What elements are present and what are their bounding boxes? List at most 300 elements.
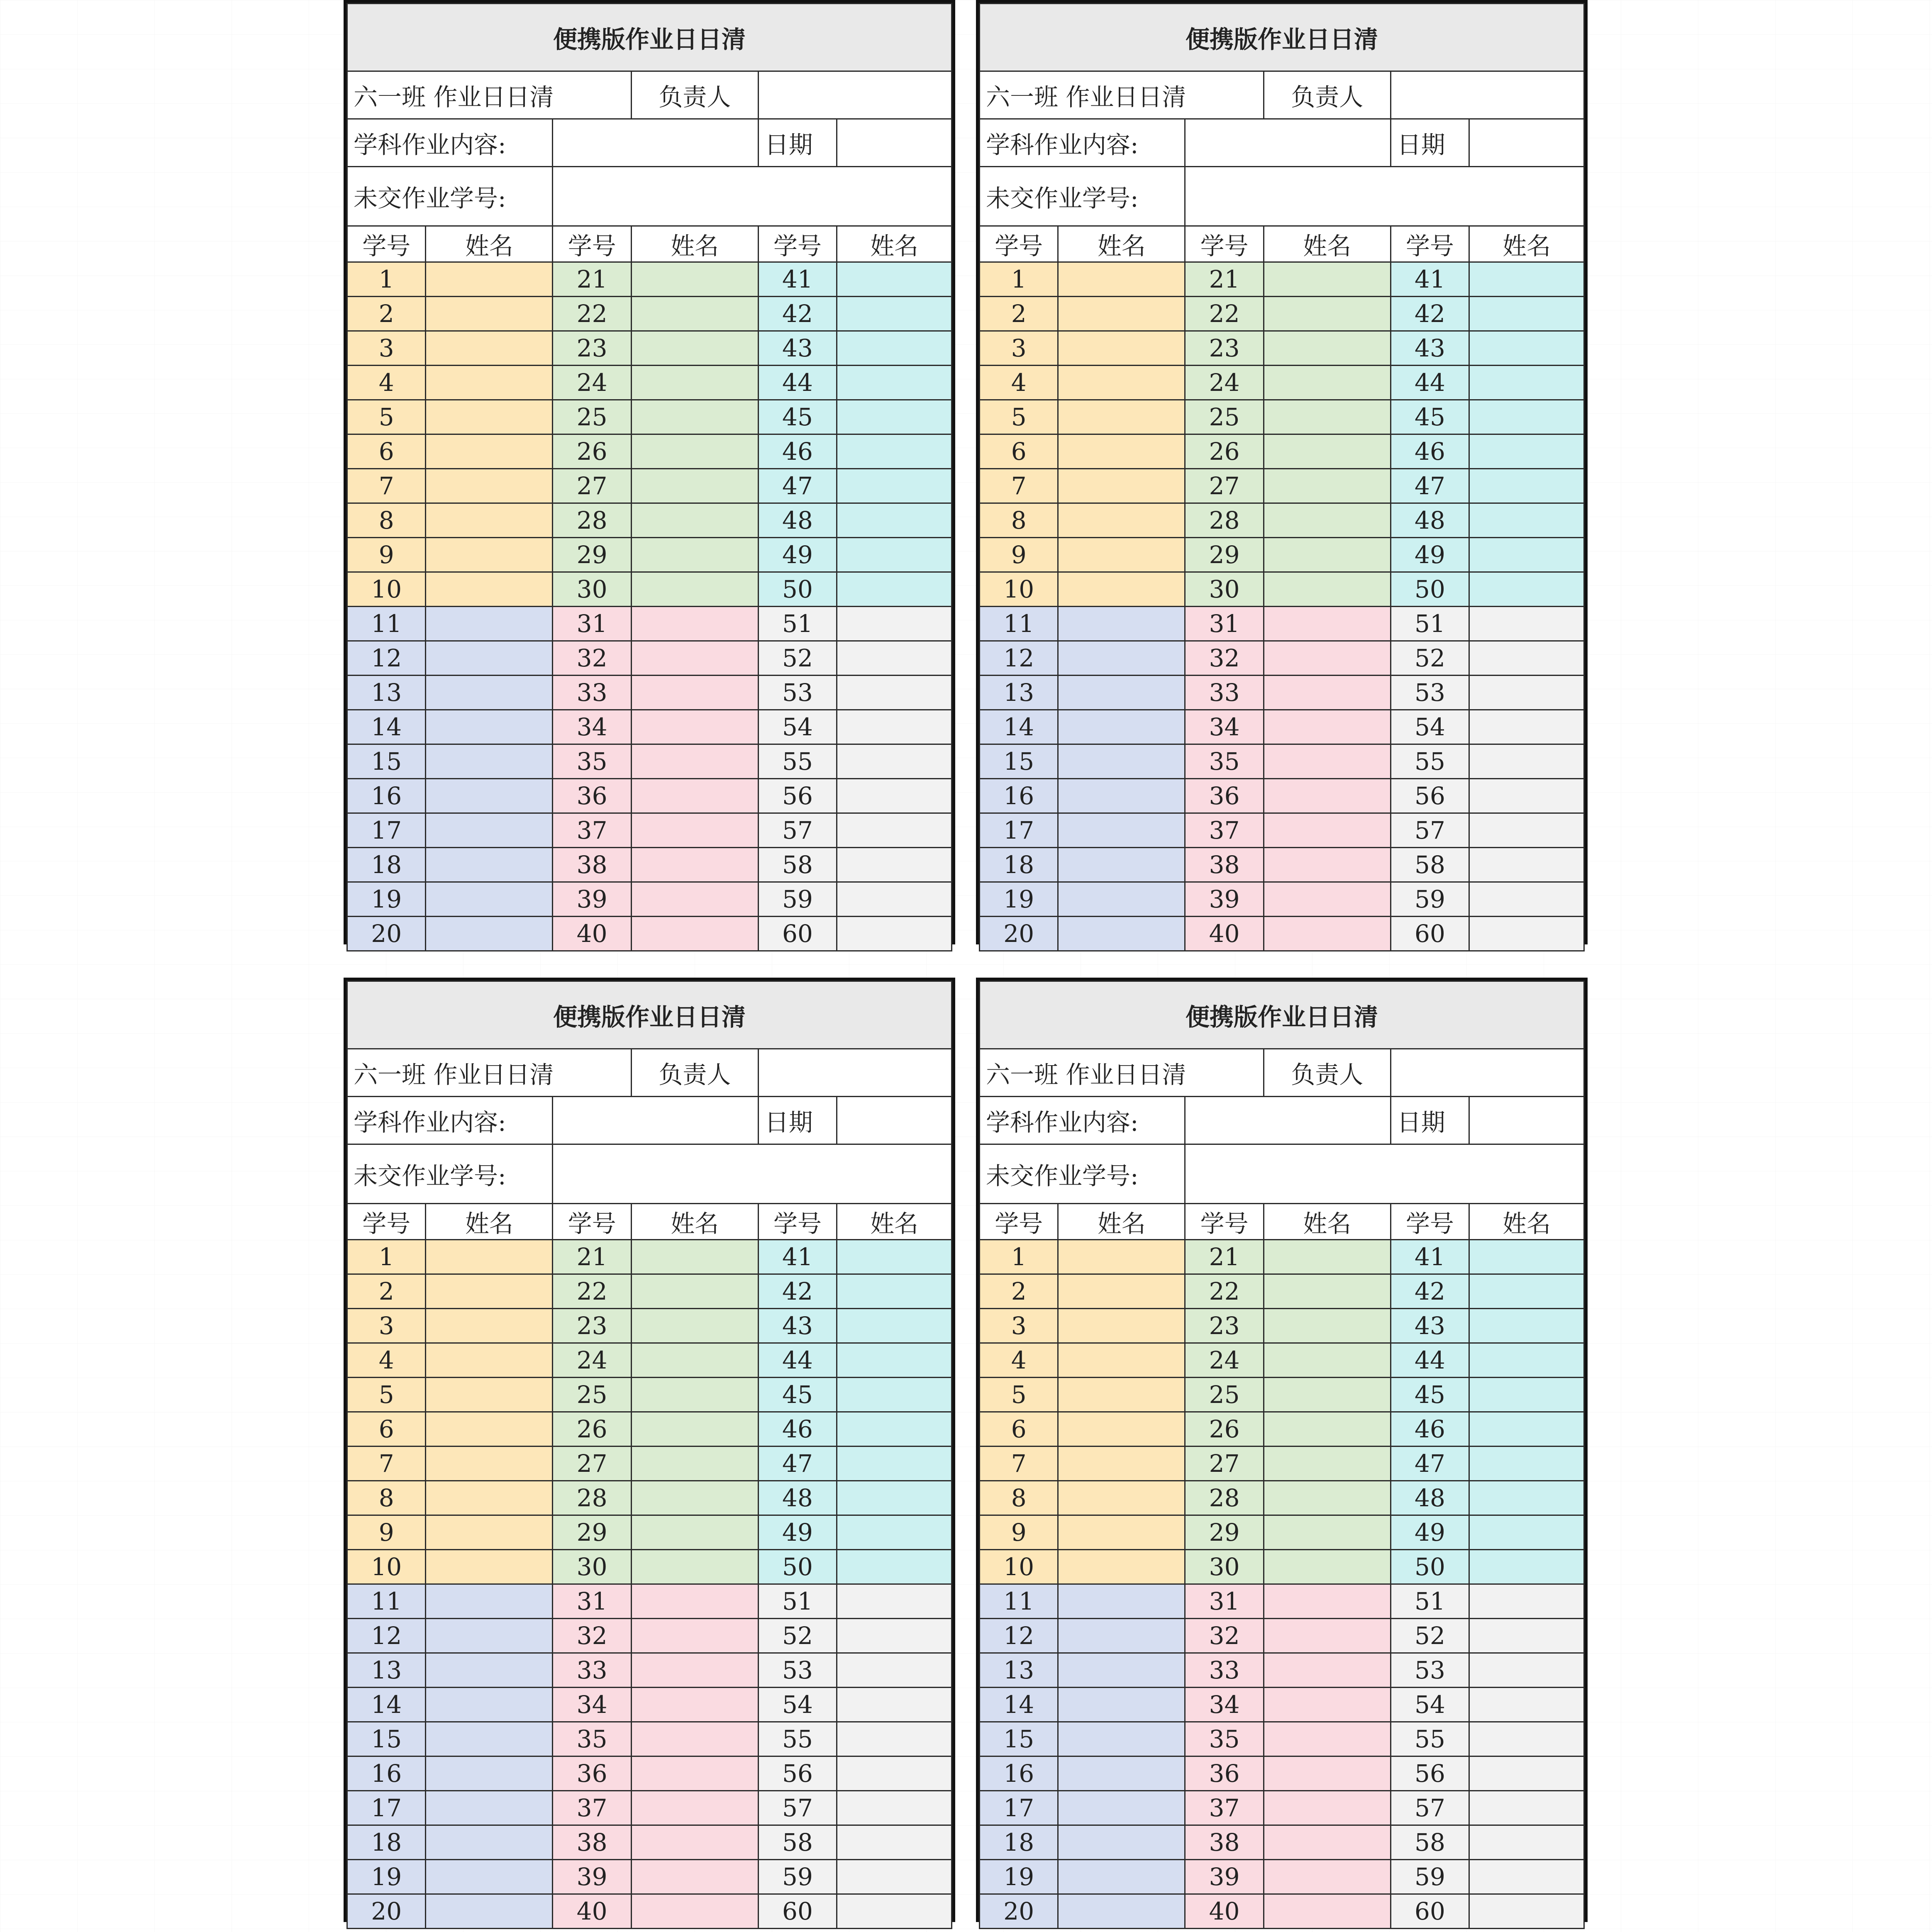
student-name-cell[interactable] [426, 331, 553, 366]
student-name-cell[interactable] [1469, 1550, 1584, 1584]
student-name-cell[interactable] [1058, 331, 1185, 366]
student-name-cell[interactable] [837, 1619, 952, 1653]
student-id-cell: 14 [347, 710, 426, 744]
student-name-cell[interactable] [1264, 366, 1390, 400]
student-name-cell[interactable] [837, 1447, 952, 1481]
student-name-cell[interactable] [631, 1653, 758, 1688]
student-name-cell[interactable] [1058, 676, 1185, 710]
student-id-cell: 11 [980, 607, 1058, 641]
student-name-cell[interactable] [1058, 400, 1185, 434]
student-name-cell[interactable] [837, 538, 952, 572]
student-name-cell[interactable] [1264, 848, 1390, 882]
missing-field[interactable] [1185, 1144, 1584, 1204]
table-row [347, 744, 952, 779]
student-name-cell[interactable] [426, 297, 553, 331]
student-name-cell[interactable] [1058, 572, 1185, 607]
student-name-cell[interactable] [426, 779, 553, 813]
student-name-cell[interactable] [1469, 676, 1584, 710]
student-name-cell[interactable] [1469, 1447, 1584, 1481]
student-name-cell[interactable] [1058, 1584, 1185, 1619]
student-name-cell[interactable] [837, 572, 952, 607]
student-name-cell[interactable] [837, 1274, 952, 1309]
student-name-cell[interactable] [1469, 1825, 1584, 1860]
student-id-cell: 41 [1390, 262, 1469, 297]
student-name-cell[interactable] [1058, 1619, 1185, 1653]
date-field[interactable] [1469, 119, 1584, 167]
student-name-cell[interactable] [631, 744, 758, 779]
owner-field[interactable] [1390, 71, 1584, 119]
student-name-cell[interactable] [1264, 1447, 1390, 1481]
student-name-cell[interactable] [1469, 503, 1584, 538]
student-name-cell[interactable] [1469, 1584, 1584, 1619]
student-name-cell[interactable] [837, 1722, 952, 1756]
student-name-cell[interactable] [426, 1515, 553, 1550]
student-name-cell[interactable] [631, 813, 758, 848]
student-name-cell[interactable] [1264, 1860, 1390, 1894]
student-name-cell[interactable] [1469, 710, 1584, 744]
student-name-cell[interactable] [837, 297, 952, 331]
student-name-cell[interactable] [1058, 607, 1185, 641]
student-name-cell[interactable] [1264, 607, 1390, 641]
student-name-cell[interactable] [1058, 1447, 1185, 1481]
missing-field[interactable] [1185, 167, 1584, 226]
student-name-cell[interactable] [1264, 1515, 1390, 1550]
student-id-cell: 10 [980, 1550, 1058, 1584]
student-id-cell: 52 [758, 641, 837, 676]
date-field[interactable] [837, 1097, 952, 1144]
student-name-cell[interactable] [1058, 1825, 1185, 1860]
student-name-cell[interactable] [1469, 331, 1584, 366]
student-name-cell[interactable] [837, 1825, 952, 1860]
student-name-cell[interactable] [837, 1688, 952, 1722]
student-name-cell[interactable] [1469, 297, 1584, 331]
student-name-cell[interactable] [837, 641, 952, 676]
student-name-cell[interactable] [1469, 882, 1584, 917]
homework-table [346, 981, 952, 1929]
student-name-cell[interactable] [1469, 1515, 1584, 1550]
student-name-cell[interactable] [837, 1894, 952, 1929]
student-name-cell[interactable] [1264, 1619, 1390, 1653]
student-name-cell[interactable] [631, 400, 758, 434]
student-name-cell[interactable] [1469, 848, 1584, 882]
student-name-cell[interactable] [426, 1825, 553, 1860]
student-name-cell[interactable] [426, 1378, 553, 1412]
student-name-cell[interactable] [1469, 779, 1584, 813]
student-name-cell[interactable] [1469, 262, 1584, 297]
student-name-cell[interactable] [426, 1894, 553, 1929]
student-name-cell[interactable] [631, 1860, 758, 1894]
student-name-cell[interactable] [1469, 1619, 1584, 1653]
student-name-cell[interactable] [1264, 400, 1390, 434]
student-name-cell[interactable] [837, 744, 952, 779]
student-name-cell[interactable] [426, 366, 553, 400]
student-name-cell[interactable] [631, 1791, 758, 1825]
student-name-cell[interactable] [1264, 1894, 1390, 1929]
student-name-cell[interactable] [631, 572, 758, 607]
student-name-cell[interactable] [426, 434, 553, 469]
student-name-cell[interactable] [837, 1378, 952, 1412]
student-name-cell[interactable] [1058, 813, 1185, 848]
student-name-cell[interactable] [837, 400, 952, 434]
student-name-cell[interactable] [837, 469, 952, 503]
student-name-cell[interactable] [837, 607, 952, 641]
table-row [980, 1860, 1584, 1894]
student-name-cell[interactable] [837, 882, 952, 917]
student-name-cell[interactable] [1264, 779, 1390, 813]
student-name-cell[interactable] [1058, 503, 1185, 538]
student-name-cell[interactable] [426, 1619, 553, 1653]
student-name-cell[interactable] [1264, 331, 1390, 366]
table-row [980, 744, 1584, 779]
date-field[interactable] [1469, 1097, 1584, 1144]
student-name-cell[interactable] [631, 848, 758, 882]
student-name-cell[interactable] [837, 917, 952, 951]
student-name-cell[interactable] [631, 1309, 758, 1343]
student-name-cell[interactable] [1264, 1343, 1390, 1378]
class-label: 六一班 作业日日清 [980, 71, 1264, 119]
student-name-cell[interactable] [1264, 262, 1390, 297]
student-id-cell: 36 [1185, 1756, 1264, 1791]
student-name-cell[interactable] [1058, 1378, 1185, 1412]
student-name-cell[interactable] [1469, 434, 1584, 469]
homework-card-1 [344, 0, 955, 948]
student-name-cell[interactable] [1058, 744, 1185, 779]
student-name-cell[interactable] [837, 1309, 952, 1343]
student-name-cell[interactable] [426, 1309, 553, 1343]
student-name-cell[interactable] [631, 331, 758, 366]
student-id-cell: 5 [980, 400, 1058, 434]
student-name-cell[interactable] [426, 572, 553, 607]
student-name-cell[interactable] [631, 917, 758, 951]
student-name-cell[interactable] [426, 538, 553, 572]
student-name-cell[interactable] [426, 1860, 553, 1894]
student-name-cell[interactable] [426, 1550, 553, 1584]
student-name-cell[interactable] [837, 1756, 952, 1791]
student-id-cell: 16 [980, 779, 1058, 813]
student-name-cell[interactable] [837, 813, 952, 848]
student-name-cell[interactable] [837, 331, 952, 366]
student-id-cell: 34 [553, 710, 631, 744]
student-name-cell[interactable] [426, 1447, 553, 1481]
student-name-cell[interactable] [1264, 641, 1390, 676]
student-name-cell[interactable] [426, 1240, 553, 1274]
owner-label: 负责人 [631, 71, 758, 119]
student-name-cell[interactable] [631, 1343, 758, 1378]
table-row [347, 641, 952, 676]
student-name-cell[interactable] [1469, 1688, 1584, 1722]
student-name-cell[interactable] [1058, 917, 1185, 951]
student-name-cell[interactable] [1469, 469, 1584, 503]
student-name-cell[interactable] [1058, 779, 1185, 813]
student-name-cell[interactable] [426, 503, 553, 538]
student-name-cell[interactable] [1264, 1274, 1390, 1309]
student-name-cell[interactable] [631, 1894, 758, 1929]
col-header-name: 姓名 [837, 1204, 952, 1240]
student-name-cell[interactable] [426, 1722, 553, 1756]
owner-field[interactable] [758, 1049, 951, 1097]
student-id-cell: 42 [1390, 1274, 1469, 1309]
student-name-cell[interactable] [1469, 400, 1584, 434]
student-name-cell[interactable] [426, 882, 553, 917]
student-name-cell[interactable] [837, 262, 952, 297]
student-name-cell[interactable] [1058, 641, 1185, 676]
student-name-cell[interactable] [1058, 1240, 1185, 1274]
student-name-cell[interactable] [1058, 710, 1185, 744]
student-name-cell[interactable] [837, 710, 952, 744]
student-name-cell[interactable] [1058, 366, 1185, 400]
student-name-cell[interactable] [631, 1274, 758, 1309]
content-field[interactable] [553, 1097, 758, 1144]
student-name-cell[interactable] [631, 882, 758, 917]
missing-field[interactable] [553, 1144, 952, 1204]
student-name-cell[interactable] [837, 1515, 952, 1550]
student-id-cell: 29 [553, 1515, 631, 1550]
student-name-cell[interactable] [1264, 1412, 1390, 1447]
student-name-cell[interactable] [1469, 813, 1584, 848]
student-name-cell[interactable] [837, 366, 952, 400]
student-name-cell[interactable] [1469, 1343, 1584, 1378]
student-name-cell[interactable] [631, 434, 758, 469]
student-name-cell[interactable] [1469, 641, 1584, 676]
student-name-cell[interactable] [1469, 1412, 1584, 1447]
student-name-cell[interactable] [426, 262, 553, 297]
student-name-cell[interactable] [1469, 744, 1584, 779]
student-name-cell[interactable] [837, 1343, 952, 1378]
student-name-cell[interactable] [1058, 1515, 1185, 1550]
content-field[interactable] [1185, 119, 1390, 167]
student-name-cell[interactable] [1264, 434, 1390, 469]
student-name-cell[interactable] [1264, 1653, 1390, 1688]
student-name-cell[interactable] [1469, 1309, 1584, 1343]
student-name-cell[interactable] [631, 1722, 758, 1756]
student-name-cell[interactable] [1264, 813, 1390, 848]
student-name-cell[interactable] [1058, 1343, 1185, 1378]
student-name-cell[interactable] [1264, 710, 1390, 744]
student-name-cell[interactable] [631, 1447, 758, 1481]
student-name-cell[interactable] [426, 1756, 553, 1791]
table-row [347, 1447, 952, 1481]
student-id-cell: 26 [1185, 434, 1264, 469]
student-name-cell[interactable] [1264, 297, 1390, 331]
student-name-cell[interactable] [1058, 297, 1185, 331]
student-name-cell[interactable] [1058, 1309, 1185, 1343]
student-name-cell[interactable] [1264, 1825, 1390, 1860]
student-name-cell[interactable] [1264, 1722, 1390, 1756]
owner-label: 负责人 [1264, 71, 1390, 119]
student-name-cell[interactable] [837, 503, 952, 538]
student-name-cell[interactable] [1058, 1412, 1185, 1447]
student-name-cell[interactable] [631, 1584, 758, 1619]
student-name-cell[interactable] [1264, 538, 1390, 572]
student-name-cell[interactable] [837, 1584, 952, 1619]
student-name-cell[interactable] [1058, 1688, 1185, 1722]
student-name-cell[interactable] [1469, 1378, 1584, 1412]
student-name-cell[interactable] [631, 641, 758, 676]
table-row [980, 779, 1584, 813]
missing-field[interactable] [553, 167, 952, 226]
student-name-cell[interactable] [426, 710, 553, 744]
student-name-cell[interactable] [1058, 1653, 1185, 1688]
student-name-cell[interactable] [631, 1515, 758, 1550]
student-name-cell[interactable] [631, 1550, 758, 1584]
student-name-cell[interactable] [1469, 1894, 1584, 1929]
student-name-cell[interactable] [1264, 1584, 1390, 1619]
student-name-cell[interactable] [1469, 366, 1584, 400]
student-name-cell[interactable] [426, 813, 553, 848]
student-id-cell: 23 [1185, 1309, 1264, 1343]
student-name-cell[interactable] [631, 676, 758, 710]
student-id-cell: 2 [347, 297, 426, 331]
student-name-cell[interactable] [631, 607, 758, 641]
student-name-cell[interactable] [1469, 1481, 1584, 1515]
student-id-cell: 22 [553, 1274, 631, 1309]
student-name-cell[interactable] [631, 1412, 758, 1447]
student-name-cell[interactable] [1058, 262, 1185, 297]
student-name-cell[interactable] [837, 1481, 952, 1515]
student-id-cell: 51 [758, 607, 837, 641]
student-name-cell[interactable] [631, 1378, 758, 1412]
student-name-cell[interactable] [1264, 469, 1390, 503]
student-name-cell[interactable] [631, 1688, 758, 1722]
student-name-cell[interactable] [426, 1791, 553, 1825]
student-name-cell[interactable] [426, 1653, 553, 1688]
student-name-cell[interactable] [1264, 917, 1390, 951]
student-name-cell[interactable] [1058, 469, 1185, 503]
student-name-cell[interactable] [631, 469, 758, 503]
student-name-cell[interactable] [426, 848, 553, 882]
date-field[interactable] [837, 119, 952, 167]
student-name-cell[interactable] [1264, 572, 1390, 607]
content-field[interactable] [1185, 1097, 1390, 1144]
student-name-cell[interactable] [837, 676, 952, 710]
student-name-cell[interactable] [1058, 434, 1185, 469]
student-name-cell[interactable] [837, 1240, 952, 1274]
student-name-cell[interactable] [1264, 882, 1390, 917]
table-row [980, 538, 1584, 572]
student-name-cell[interactable] [426, 1343, 553, 1378]
student-name-cell[interactable] [426, 607, 553, 641]
student-name-cell[interactable] [631, 1619, 758, 1653]
student-name-cell[interactable] [631, 1825, 758, 1860]
student-id-cell: 7 [980, 469, 1058, 503]
student-name-cell[interactable] [837, 434, 952, 469]
student-name-cell[interactable] [837, 779, 952, 813]
student-name-cell[interactable] [837, 1860, 952, 1894]
student-name-cell[interactable] [631, 710, 758, 744]
student-name-cell[interactable] [1264, 1688, 1390, 1722]
student-name-cell[interactable] [426, 1274, 553, 1309]
student-name-cell[interactable] [1058, 1756, 1185, 1791]
student-name-cell[interactable] [837, 1412, 952, 1447]
student-name-cell[interactable] [837, 1653, 952, 1688]
student-name-cell[interactable] [1264, 744, 1390, 779]
table-row [980, 1274, 1584, 1309]
student-name-cell[interactable] [1058, 1722, 1185, 1756]
student-name-cell[interactable] [1469, 1240, 1584, 1274]
owner-field[interactable] [1390, 1049, 1584, 1097]
student-name-cell[interactable] [631, 262, 758, 297]
student-name-cell[interactable] [1469, 917, 1584, 951]
student-id-cell: 30 [553, 572, 631, 607]
student-name-cell[interactable] [631, 779, 758, 813]
student-name-cell[interactable] [1469, 1860, 1584, 1894]
student-name-cell[interactable] [1058, 1274, 1185, 1309]
student-name-cell[interactable] [837, 1791, 952, 1825]
student-id-cell: 59 [758, 882, 837, 917]
student-name-cell[interactable] [1264, 676, 1390, 710]
student-name-cell[interactable] [426, 1481, 553, 1515]
student-id-cell: 3 [347, 331, 426, 366]
student-name-cell[interactable] [1469, 1722, 1584, 1756]
student-id-cell: 29 [1185, 538, 1264, 572]
card-title: 便携版作业日日清 [980, 4, 1584, 71]
student-name-cell[interactable] [426, 744, 553, 779]
student-name-cell[interactable] [1264, 1240, 1390, 1274]
student-name-cell[interactable] [1264, 1309, 1390, 1343]
student-name-cell[interactable] [1469, 1756, 1584, 1791]
student-name-cell[interactable] [1469, 538, 1584, 572]
student-name-cell[interactable] [1469, 1791, 1584, 1825]
student-name-cell[interactable] [426, 1584, 553, 1619]
student-name-cell[interactable] [426, 1688, 553, 1722]
student-name-cell[interactable] [1469, 1653, 1584, 1688]
student-name-cell[interactable] [426, 469, 553, 503]
student-id-cell: 59 [1390, 1860, 1469, 1894]
table-row [980, 297, 1584, 331]
student-name-cell[interactable] [1058, 1481, 1185, 1515]
student-name-cell[interactable] [631, 503, 758, 538]
student-name-cell[interactable] [1469, 1274, 1584, 1309]
student-id-cell: 51 [758, 1584, 837, 1619]
student-name-cell[interactable] [1264, 1791, 1390, 1825]
student-name-cell[interactable] [1058, 1550, 1185, 1584]
student-id-cell: 40 [553, 1894, 631, 1929]
student-name-cell[interactable] [837, 848, 952, 882]
student-name-cell[interactable] [426, 641, 553, 676]
student-name-cell[interactable] [1058, 848, 1185, 882]
student-name-cell[interactable] [631, 366, 758, 400]
student-name-cell[interactable] [426, 400, 553, 434]
student-name-cell[interactable] [426, 676, 553, 710]
student-name-cell[interactable] [1058, 538, 1185, 572]
student-id-cell: 53 [758, 1653, 837, 1688]
student-name-cell[interactable] [1264, 1550, 1390, 1584]
table-row [347, 1309, 952, 1343]
student-name-cell[interactable] [426, 917, 553, 951]
content-field[interactable] [553, 119, 758, 167]
student-id-cell: 57 [758, 1791, 837, 1825]
student-name-cell[interactable] [631, 1240, 758, 1274]
student-name-cell[interactable] [631, 538, 758, 572]
student-name-cell[interactable] [1264, 503, 1390, 538]
student-name-cell[interactable] [631, 297, 758, 331]
student-name-cell[interactable] [1058, 1894, 1185, 1929]
student-name-cell[interactable] [1058, 882, 1185, 917]
student-name-cell[interactable] [631, 1756, 758, 1791]
student-name-cell[interactable] [1264, 1756, 1390, 1791]
student-name-cell[interactable] [1058, 1791, 1185, 1825]
student-name-cell[interactable] [1058, 1860, 1185, 1894]
student-name-cell[interactable] [1264, 1378, 1390, 1412]
student-id-cell: 8 [347, 503, 426, 538]
student-name-cell[interactable] [631, 1481, 758, 1515]
student-name-cell[interactable] [1469, 572, 1584, 607]
owner-field[interactable] [758, 71, 951, 119]
student-name-cell[interactable] [837, 1550, 952, 1584]
student-name-cell[interactable] [426, 1412, 553, 1447]
student-name-cell[interactable] [1469, 607, 1584, 641]
student-name-cell[interactable] [1264, 1481, 1390, 1515]
